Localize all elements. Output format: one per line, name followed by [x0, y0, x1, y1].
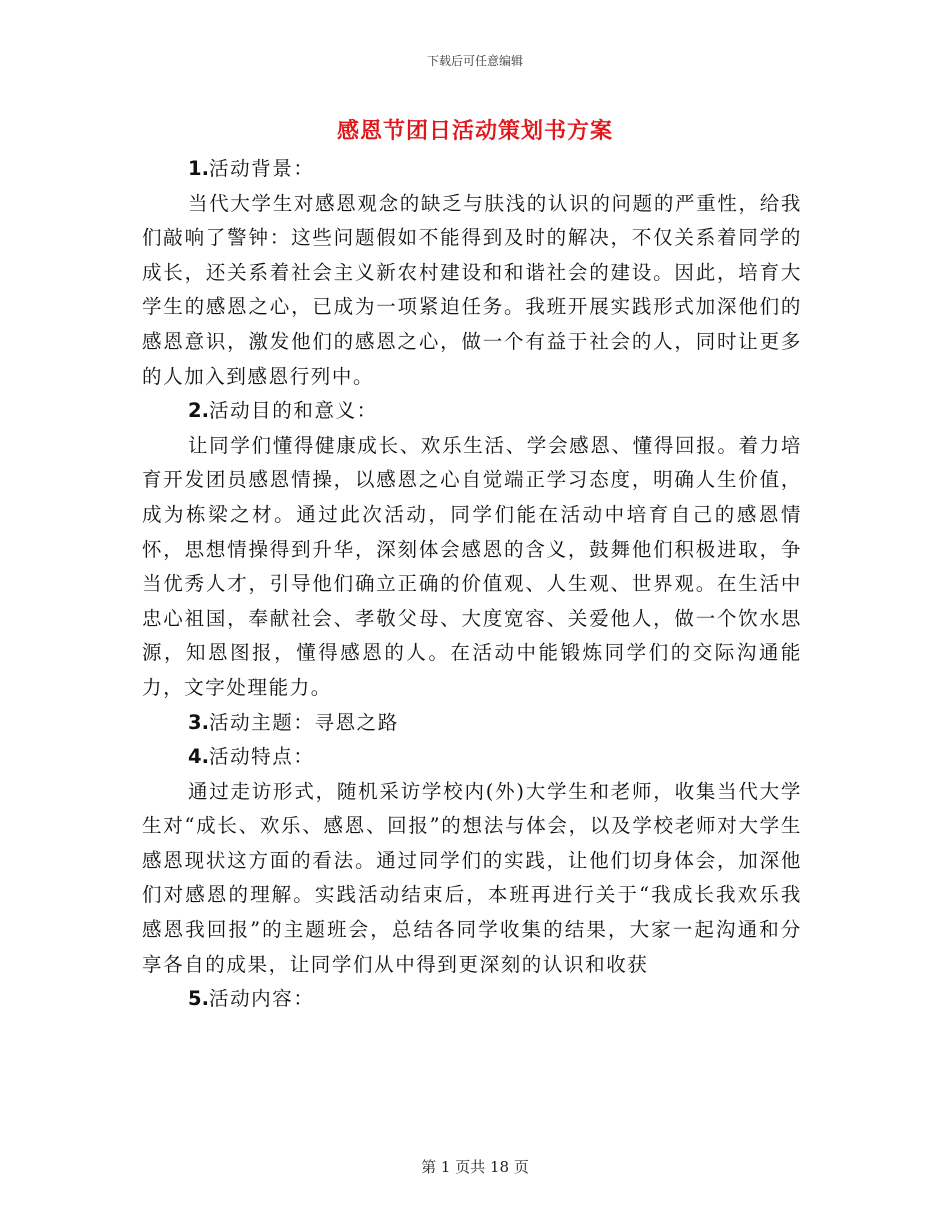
section-heading-text: 活动目的和意义： [208, 399, 378, 423]
section-number: 1. [188, 157, 209, 180]
section-heading-1 [142, 152, 802, 187]
document-body [142, 152, 802, 1017]
document-title: 感恩节团日活动策划书方案 [336, 118, 613, 144]
section-heading-4 [142, 740, 802, 775]
section-heading-2 [142, 394, 802, 429]
section-number: 2. [188, 399, 209, 423]
page-header: 下载后可任意编辑 [426, 54, 523, 68]
section-paragraph-2: 让同学们懂得健康成长、欢乐生活、学会感恩、懂得回报。着力培育开发团员感恩情操，以感恩之心自觉端正学习态度，明确人生价值，成为栋梁之材。通过此次活动，同学们能在活动中培育自己的感恩情怀，思想情操得到升华，深刻体会感恩的含义，鼓舞他们积极进取，争当优秀人才，引导他们确立正确的价值观、人生观、世界观。在生活中忠心祖国，奉献社会、孝敬父母、大度宽容、关爱他人，做一个饮水思源，知恩图报，懂得感恩的人。在活动中能锻炼同学们的交际沟通能力，文字处理能力。 [142, 433, 802, 699]
section-number: 4. [188, 745, 209, 769]
section-heading-text: 活动主题：寻恩之路 [208, 710, 399, 734]
section-number: 3. [188, 710, 209, 734]
section-heading-3 [142, 706, 802, 741]
section-heading-text: 活动背景： [208, 157, 315, 180]
section-heading-text: 活动内容： [208, 987, 315, 1011]
section-heading-text: 活动特点： [208, 745, 315, 769]
section-number: 5. [188, 987, 209, 1011]
section-paragraph-4: 通过走访形式，随机采访学校内(外)大学生和老师，收集当代大学生对“成长、欢乐、感恩、回报”的想法与体会，以及学校老师对大学生感恩现状这方面的看法。通过同学们的实践，让他们切身体会，加深他们对感恩的理解。实践活动结束后，本班再进行关于“我成长我欢乐我感恩我回报”的主题班会，总结各同学收集的结果，大家一起沟通和分享各自的成果，让同学们从中得到更深刻的认识和收获 [142, 779, 802, 976]
page-footer: 第 1 页共 18 页 [421, 1158, 529, 1176]
section-paragraph-1: 当代大学生对感恩观念的缺乏与肤浅的认识的问题的严重性，给我们敲响了警钟：这些问题假如不能得到及时的解决，不仅关系着同学的成长，还关系着社会主义新农村建设和和谐社会的建设。因此，培育大学生的感恩之心，已成为一项紧迫任务。我班开展实践形式加深他们的感恩意识，激发他们的感恩之心，做一个有益于社会的人，同时让更多的人加入到感恩行列中。 [142, 191, 802, 388]
section-heading-5 [142, 982, 802, 1017]
